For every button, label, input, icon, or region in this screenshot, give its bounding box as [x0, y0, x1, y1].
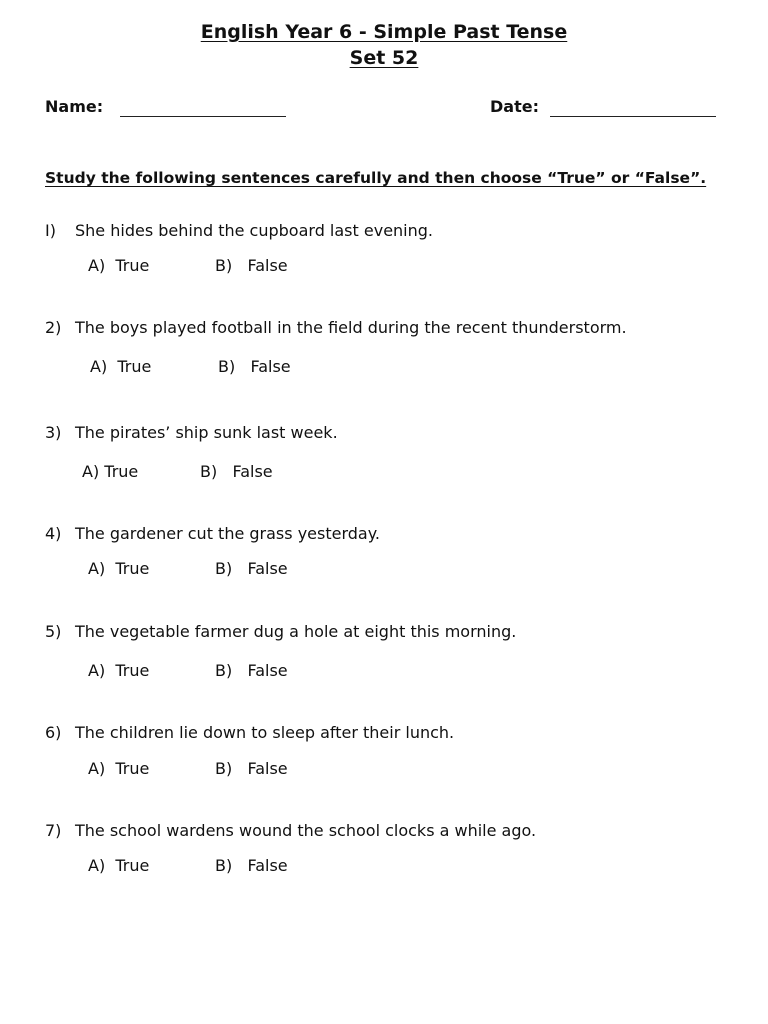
question-2-option-b[interactable]: B) False: [218, 357, 291, 376]
question-1-text: She hides behind the cupboard last evening.: [75, 221, 433, 240]
question-7-number: 7): [45, 821, 62, 840]
question-2-text: The boys played football in the field during the recent thunderstorm.: [75, 318, 627, 337]
question-7-option-b[interactable]: B) False: [215, 856, 288, 875]
worksheet-set-number: Set 52: [349, 47, 419, 69]
date-blank-line[interactable]: [550, 116, 716, 117]
question-6-option-b[interactable]: B) False: [215, 759, 288, 778]
question-3-number: 3): [45, 423, 62, 442]
name-label: Name:: [45, 97, 104, 116]
name-blank-line[interactable]: [120, 116, 286, 117]
question-5-text: The vegetable farmer dug a hole at eight this morning.: [75, 622, 517, 641]
question-3-option-b[interactable]: B) False: [200, 462, 273, 481]
question-3-option-a[interactable]: A) True: [82, 462, 139, 481]
question-5-option-a[interactable]: A) True: [88, 661, 150, 680]
question-1-option-b[interactable]: B) False: [215, 256, 288, 275]
question-3-text: The pirates’ ship sunk last week.: [75, 423, 338, 442]
date-label: Date:: [490, 97, 539, 116]
question-4-option-a[interactable]: A) True: [88, 559, 150, 578]
question-6-text: The children lie down to sleep after their lunch.: [75, 723, 455, 742]
question-1-number: I): [45, 221, 56, 240]
question-4-text: The gardener cut the grass yesterday.: [75, 524, 380, 543]
question-2-number: 2): [45, 318, 62, 337]
question-4-number: 4): [45, 524, 62, 543]
question-5-number: 5): [45, 622, 62, 641]
question-2-option-a[interactable]: A) True: [90, 357, 152, 376]
worksheet-title-line1: English Year 6 - Simple Past Tense: [200, 21, 568, 43]
question-1-option-a[interactable]: A) True: [88, 256, 150, 275]
question-6-number: 6): [45, 723, 62, 742]
question-5-option-b[interactable]: B) False: [215, 661, 288, 680]
question-6-option-a[interactable]: A) True: [88, 759, 150, 778]
question-4-option-b[interactable]: B) False: [215, 559, 288, 578]
question-7-option-a[interactable]: A) True: [88, 856, 150, 875]
instruction-text: Study the following sentences carefully and then choose “True” or “False”.: [45, 169, 707, 187]
question-7-text: The school wardens wound the school clocks a while ago.: [75, 821, 537, 840]
